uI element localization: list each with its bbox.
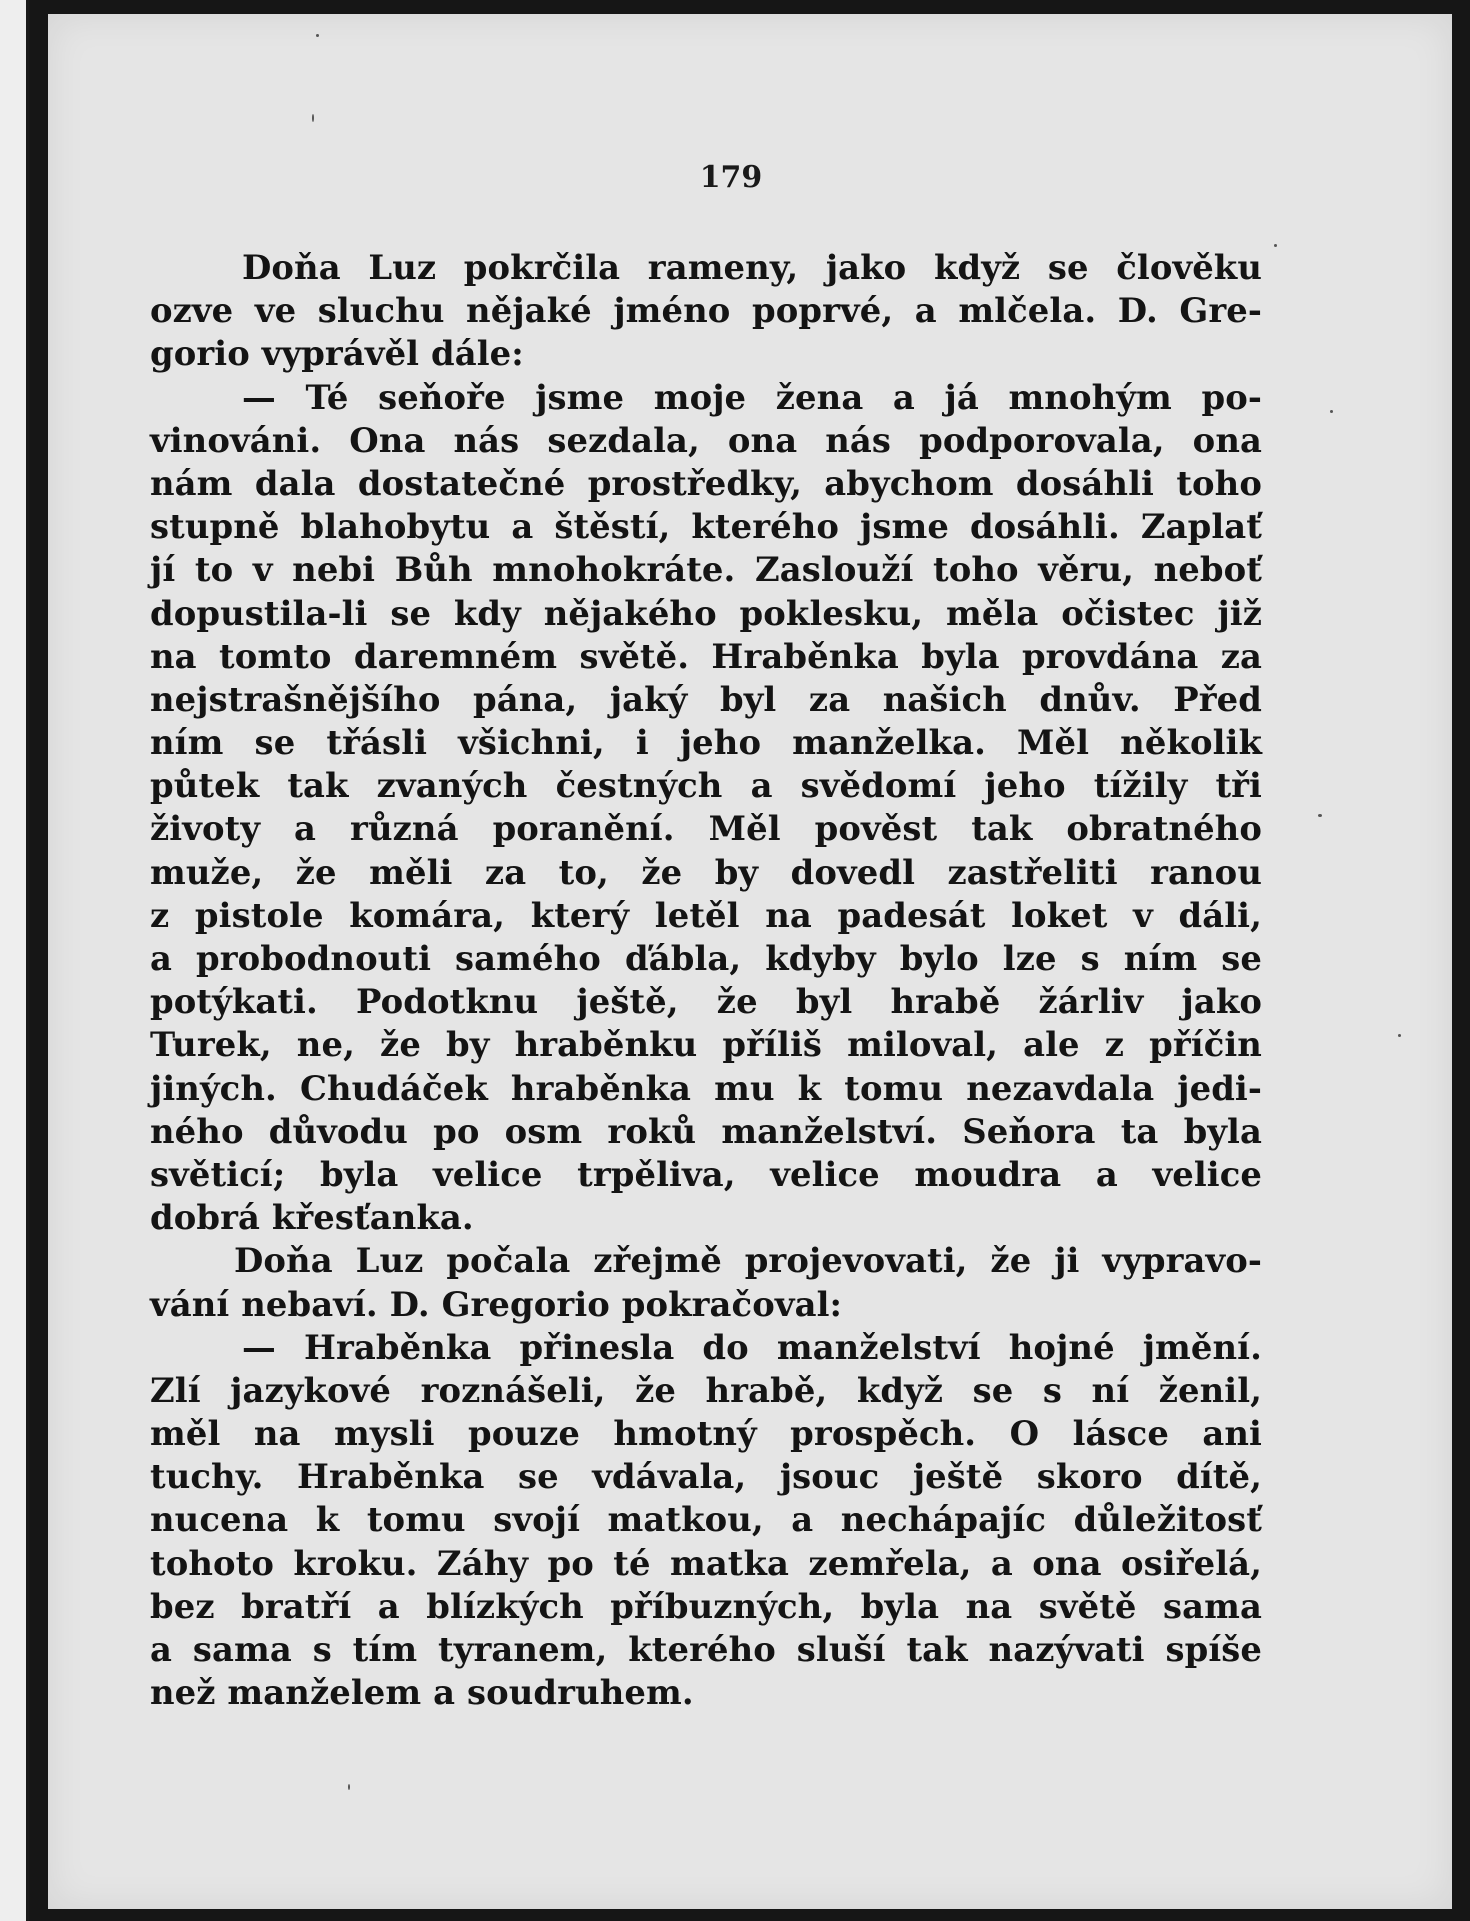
text-line: Doňa Luz pokrčila rameny, jako když se člověku [242,247,1262,287]
text-line: půtek tak zvaných čestných a svědomí jeho tížily tři [150,765,1262,806]
text-line: na tomto daremném světě. Hraběnka byla provdána za [150,635,1262,676]
body-text [150,246,1262,1714]
text-line: bez bratří a blízkých příbuzných, byla na světě sama [150,1585,1262,1626]
text-line: gorio vyprávěl dále: [150,333,524,374]
text-line: Doňa Luz počala zřejmě projevovati, že ji vypravo- [234,1240,1262,1281]
text-line: nejstrašnějšího pána, jaký byl za našich dnův. Před [150,678,1262,719]
text-line: životy a různá poranění. Měl pověst tak obratného [150,808,1262,849]
text-line: měl na mysli pouze hmotný prospěch. O lásce ani [150,1413,1262,1454]
text-line: Turek, ne, že by hraběnku příliš miloval, ale z příčin [150,1024,1262,1065]
left-margin-strip [0,0,29,1921]
text-line: nucena k tomu svojí matkou, a nechápajíc důležitosť [150,1499,1262,1540]
text-line: nám dala dostatečné prostředky, abychom dosáhli toho [150,462,1262,503]
page-number [48,160,1452,195]
text-line: ného důvodu po osm roků manželství. Seňora ta byla [150,1110,1262,1151]
text-line: Zlí jazykové roznášeli, že hrabě, když se s ní ženil, [150,1369,1262,1410]
text-line: — Hraběnka přinesla do manželství hojné jmění. [242,1326,1262,1367]
text-line: stupně blahobytu a štěstí, kterého jsme dosáhli. Zaplať [150,506,1262,547]
text-line: dopustila-li se kdy nějakého poklesku, měla očistec již [150,592,1262,633]
text-line: a sama s tím tyranem, kterého sluší tak nazývati spíše [150,1629,1262,1669]
text-line: vání nebaví. D. Gregorio pokračoval: [150,1283,843,1324]
text-line: světicí; byla velice trpěliva, velice moudra a velice [150,1153,1262,1194]
text-line: jiných. Chudáček hraběnka mu k tomu nezavdala jedi- [150,1067,1262,1108]
page-number-text: 179 [699,160,763,195]
text-line: tohoto kroku. Záhy po té matka zemřela, a ona osiřelá, [150,1542,1262,1583]
text-line: dobrá křesťanka. [150,1197,474,1238]
text-line: tuchy. Hraběnka se vdávala, jsouc ještě skoro dítě, [150,1456,1262,1497]
text-line: ozve ve sluchu nějaké jméno poprvé, a mlčela. D. Gre- [150,290,1262,331]
text-line: než manželem a soudruhem. [150,1672,694,1713]
text-line: — Té seňoře jsme moje žena a já mnohým po- [242,376,1262,417]
text-line: z pistole komára, který letěl na padesát loket v dáli, [150,894,1262,935]
book-page [48,14,1452,1909]
text-line: jí to v nebi Bůh mnohokráte. Zaslouží toho věru, neboť [150,549,1262,590]
text-line: potýkati. Podotknu ještě, že byl hrabě žárliv jako [150,981,1262,1022]
text-line: ním se třásli všichni, i jeho manželka. Měl několik [150,722,1262,763]
text-line: a probodnouti samého ďábla, kdyby bylo lze s ním se [150,938,1262,978]
text-line: muže, že měli za to, že by dovedl zastřeliti ranou [150,851,1262,892]
text-line: vinováni. Ona nás sezdala, ona nás podporovala, ona [150,419,1262,460]
